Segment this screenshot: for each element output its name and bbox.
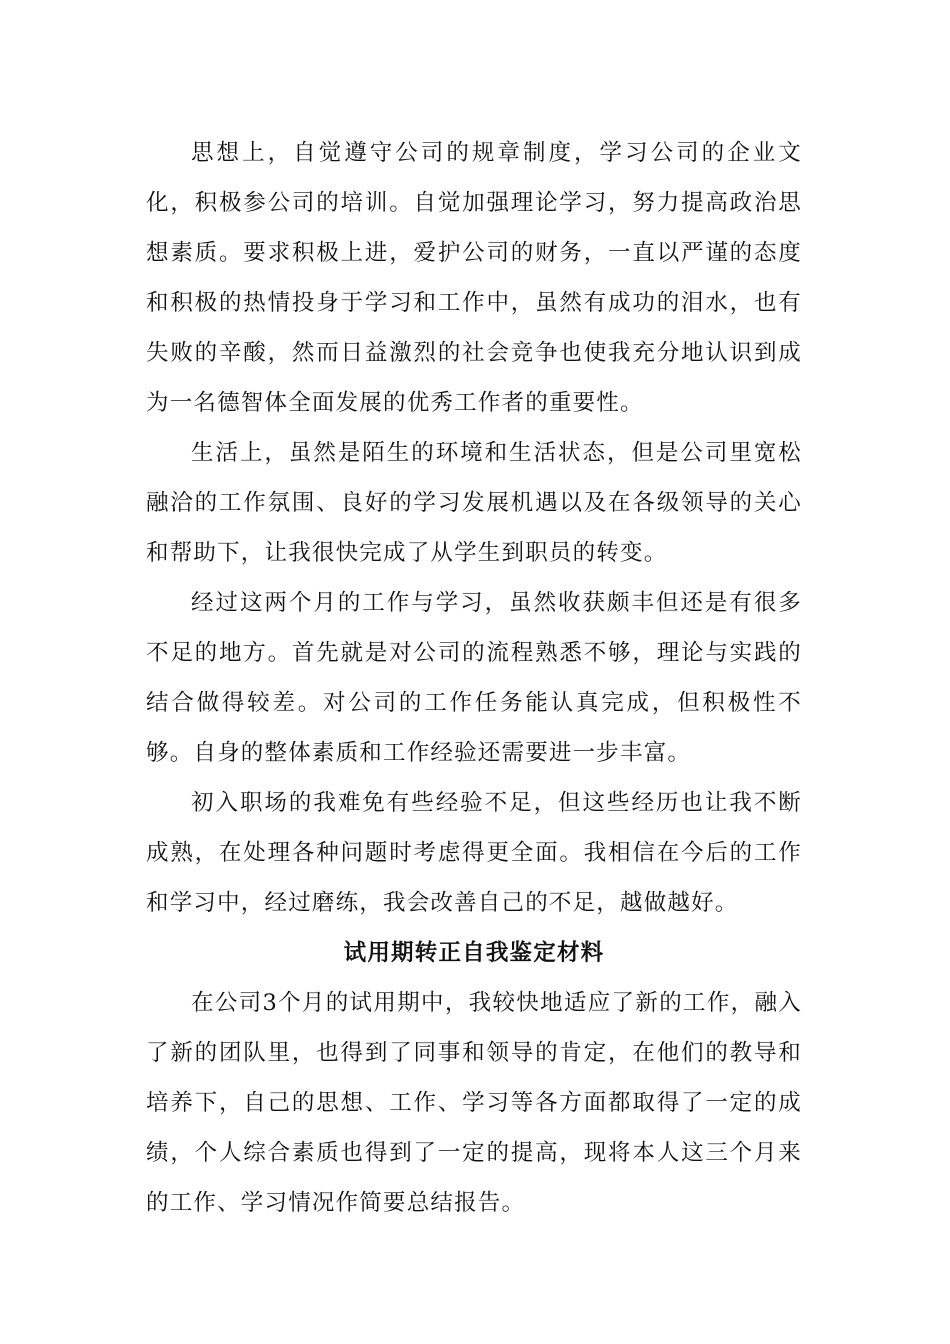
paragraph-shortcomings: 经过这两个月的工作与学习，虽然收获颇丰但还是有很多不足的地方。首先就是对公司的流程熟悉不够，理论与实践的结合做得较差。对公司的工作任务能认真完成，但积极性不够。自身的整体素质和工作经验还需要进一步丰富。	[146, 590, 802, 766]
paragraph-probation-intro: 在公司3个月的试用期中，我较快地适应了新的工作，融入了新的团队里，也得到了同事和领导的肯定，在他们的教导和培养下，自己的思想、工作、学习等各方面都取得了一定的成绩，个人综合素质也得到了一定的提高，现将本人这三个月来的工作、学习情况作简要总结报告。	[146, 990, 802, 1216]
paragraph-ideology: 思想上，自觉遵守公司的规章制度，学习公司的企业文化，积极参公司的培训。自觉加强理论学习，努力提高政治思想素质。要求积极上进，爱护公司的财务，一直以严谨的态度和积极的热情投身于学习和工作中，虽然有成功的泪水，也有失败的辛酸，然而日益激烈的社会竞争也使我充分地认识到成为一名德智体全面发展的优秀工作者的重要性。	[146, 140, 802, 416]
section-heading: 试用期转正自我鉴定材料	[343, 940, 605, 966]
paragraph-life: 生活上，虽然是陌生的环境和生活状态，但是公司里宽松融洽的工作氛围、良好的学习发展机遇以及在各级领导的关心和帮助下，让我很快完成了从学生到职员的转变。	[146, 440, 802, 566]
paragraph-outlook: 初入职场的我难免有些经验不足，但这些经历也让我不断成熟，在处理各种问题时考虑得更全面。我相信在今后的工作和学习中，经过磨练，我会改善自己的不足，越做越好。	[146, 790, 802, 916]
document-body	[146, 128, 802, 1228]
